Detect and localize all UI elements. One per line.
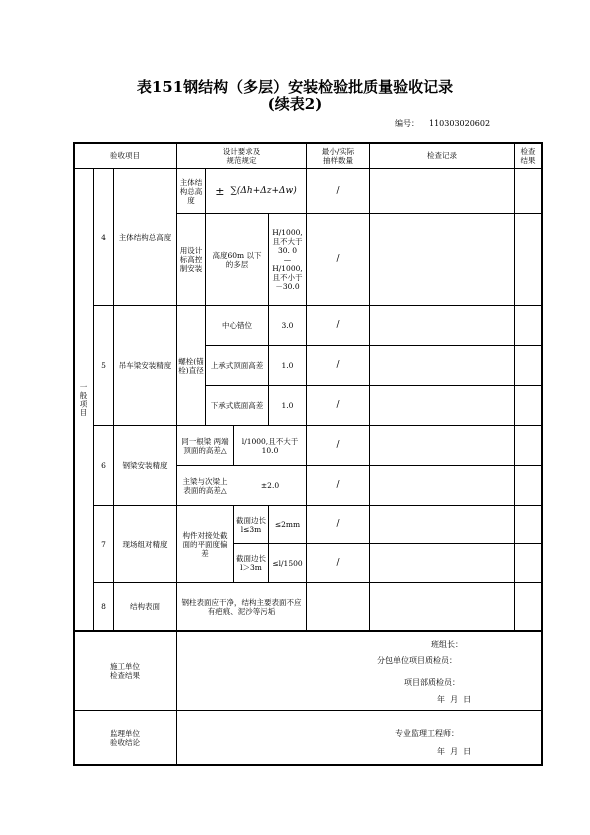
subcontractor-inspector-signature: 分包单位项目质检员：	[377, 656, 457, 665]
header-result-line2: 结果	[520, 155, 536, 165]
grid-line	[176, 630, 177, 764]
item-7-row-2-value: ≤l/1500	[272, 558, 303, 568]
item-4-dash: —	[283, 255, 292, 264]
general-items-label-text: 一般项目	[79, 382, 88, 417]
item-5-row-1-label: 中心错位	[222, 321, 252, 330]
document-number-value: 110303020602	[429, 119, 491, 128]
item-8-number: 8	[101, 602, 106, 611]
item-6-number: 6	[101, 461, 106, 470]
construction-unit-label	[74, 631, 176, 710]
construction-unit-label-line2: 检查结果	[110, 670, 140, 680]
grid-line	[369, 168, 370, 630]
item-7-group-label: 构件对接处截面的平面度偏差	[182, 530, 228, 558]
item-5-row-3-value: 1.0	[281, 401, 294, 410]
item-4-lower-limit: H/1000,且不小于－30.0	[272, 264, 303, 291]
document-number	[395, 118, 500, 129]
item-6-row-2-value: ±2.0	[260, 481, 280, 490]
supervision-unit-label-line1: 监理单位	[110, 728, 140, 738]
construction-unit-label-line1: 施工单位	[110, 661, 140, 671]
supervision-unit-label	[74, 711, 176, 764]
item-4-sub1-label: 主体结构总高度	[179, 177, 203, 205]
supervision-engineer-signature: 专业监理工程师：	[395, 729, 459, 738]
item-6-row-1-sample: /	[336, 440, 340, 450]
header-sample-line1: 最小/实际	[321, 146, 355, 156]
item-4-upper-limit: H/1000,且不大于30. 0	[272, 228, 303, 255]
item-7-row-2-sample: /	[336, 557, 340, 568]
construction-date: 年 月 日	[437, 695, 472, 704]
grid-line	[514, 168, 515, 630]
item-5-row-3-sample: /	[336, 400, 340, 410]
team-leader-signature: 班组长：	[431, 640, 463, 649]
item-7-row-1-label: 截面边长l≤3m	[236, 515, 266, 534]
item-7-name: 现场组对精度	[122, 539, 168, 549]
item-6-row-2-label: 主梁与次梁上表面的高差△	[182, 476, 228, 495]
header-spec-line2: 规范规定	[226, 155, 257, 165]
item-7-row-1-value: ≤2mm	[274, 520, 301, 529]
supervision-date: 年 月 日	[437, 747, 472, 756]
item-4-sub2-values	[269, 214, 306, 305]
item-5-number: 5	[101, 361, 106, 370]
header-spec	[177, 143, 306, 168]
project-inspector-signature: 项目部质检员：	[404, 678, 460, 687]
general-items-label	[74, 169, 93, 630]
item-4-name: 主体结构总高度	[118, 232, 172, 242]
sum-formula: ∑(Δh+Δz+Δw)	[230, 185, 297, 196]
item-6-name: 钢梁安装精度	[122, 461, 168, 470]
item-8-spec: 钢柱表面应干净，结构主要表面不应有疤痕、泥沙等污垢	[181, 597, 302, 616]
item-4-sub2-condition: 高度60m 以下的多层	[212, 250, 262, 269]
item-5-row-2-label: 上承式顶面高差	[210, 361, 264, 370]
item-4-number: 4	[101, 232, 106, 242]
header-sample	[307, 143, 369, 168]
item-6-row-2-sample: /	[336, 480, 340, 490]
item-5-row-3-label: 下承式底面高差	[210, 401, 264, 410]
item-5-row-1-sample: /	[336, 320, 340, 330]
table-border-right	[541, 142, 543, 765]
item-5-row-1-value: 3.0	[281, 321, 294, 330]
header-items: 验收项目	[110, 151, 140, 160]
item-4-formula	[206, 169, 306, 213]
document-number-label: 编号：	[395, 119, 419, 128]
item-5-row-2-value: 1.0	[281, 361, 294, 370]
item-4-sub2-label: 用设计标高控制安装	[179, 246, 203, 273]
header-result	[515, 143, 541, 168]
item-7-number: 7	[101, 539, 106, 549]
header-result-line1: 检查	[520, 146, 536, 156]
item-7-row-2-label: 截面边长l＞3m	[236, 554, 266, 572]
item-7-row-1-sample: /	[336, 519, 340, 529]
item-4-sub1-sample: /	[336, 185, 340, 196]
header-sample-line2: 抽样数量	[323, 155, 353, 165]
item-5-group-label: 螺栓(锚栓)直径	[178, 356, 204, 375]
item-6-row-1-value: l/1000,且不大于10.0	[241, 436, 299, 455]
plus-minus-sign: ±	[215, 184, 225, 198]
item-5-name: 吊车梁安装精度	[118, 361, 172, 370]
item-8-name: 结构表面	[130, 602, 160, 611]
item-4-sub2-sample: /	[336, 254, 340, 264]
item-6-row-1-label: 同一根梁 两端顶面的高差△	[181, 436, 229, 455]
header-spec-line1: 设计要求及	[222, 146, 261, 156]
header-record: 检查记录	[427, 151, 457, 160]
page-subtitle: (续表2)	[267, 95, 323, 113]
supervision-unit-label-line2: 验收结论	[110, 737, 140, 747]
page-title: 表151钢结构（多层）安装检验批质量验收记录	[136, 78, 454, 96]
table-border-bottom	[73, 764, 543, 766]
item-5-row-2-sample: /	[336, 360, 340, 370]
